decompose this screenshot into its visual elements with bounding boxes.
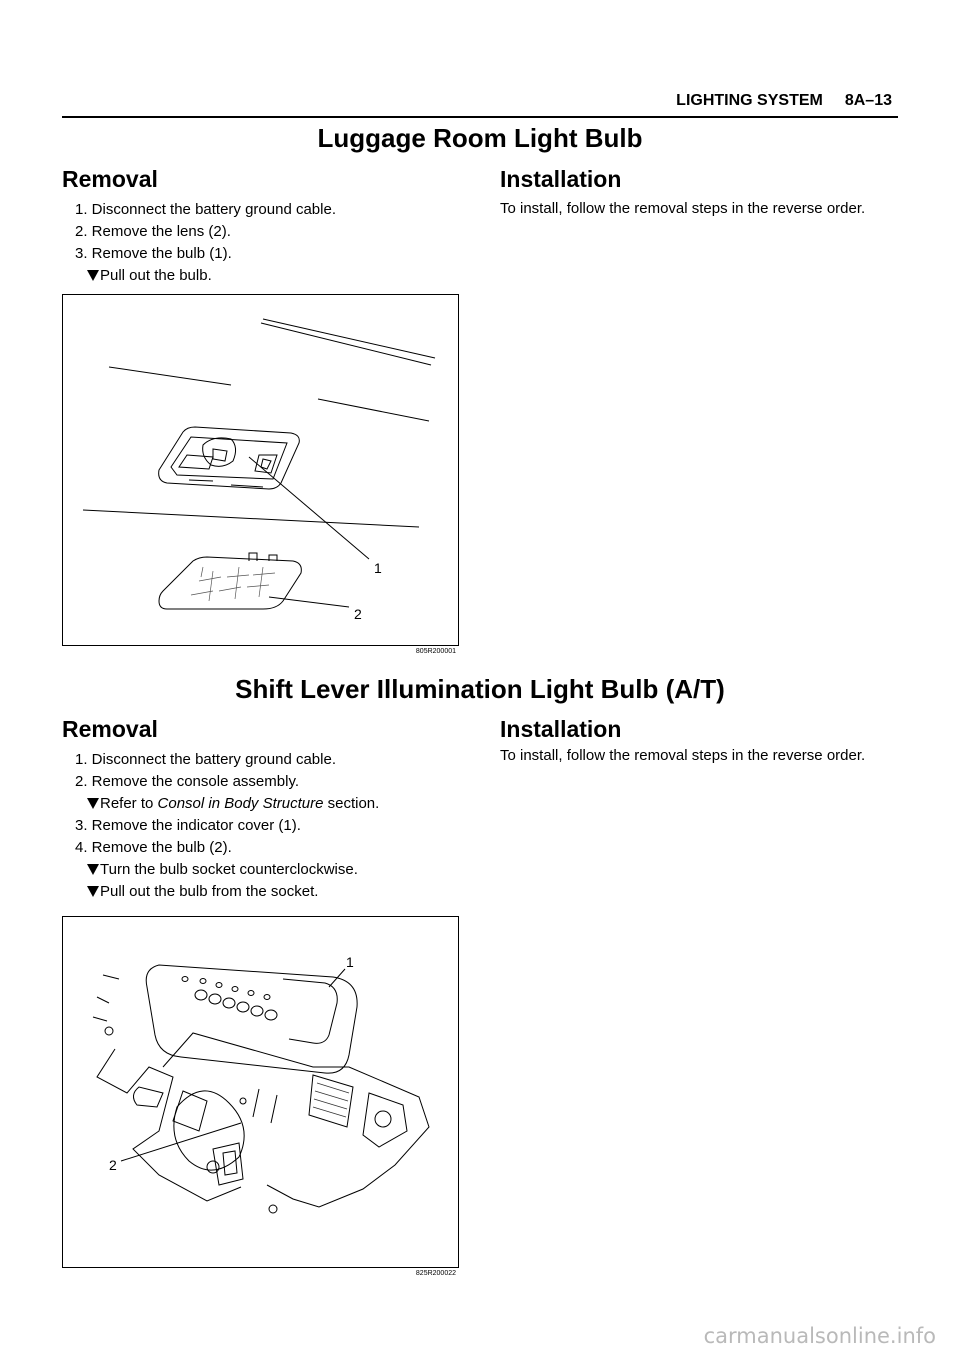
watermark: carmanualsonline.info <box>703 1324 936 1348</box>
shift-step-2-sub-reference: Consol in Body Structure <box>157 795 324 812</box>
header-section: LIGHTING SYSTEM <box>676 92 823 109</box>
shift-installation-heading: Installation <box>500 716 622 742</box>
luggage-removal-heading: Removal <box>62 166 158 192</box>
figure-code: 825R200022 <box>415 1270 456 1277</box>
luggage-substep <box>75 265 336 287</box>
luggage-step-1: 1. Disconnect the battery ground cable. <box>75 201 336 218</box>
luggage-removal-steps <box>75 199 336 287</box>
bullet-triangle-icon <box>87 798 99 809</box>
shift-step-3: 3. Remove the indicator cover (1). <box>75 817 301 834</box>
shift-lever-figure <box>62 916 459 1277</box>
callout-2: 2 <box>109 1157 117 1173</box>
shift-step-1: 1. Disconnect the battery ground cable. <box>75 751 336 768</box>
luggage-substep-text: Pull out the bulb. <box>100 267 212 284</box>
shift-step-2: 2. Remove the console assembly. <box>75 773 299 790</box>
shift-removal-steps <box>75 749 379 903</box>
callout-1: 1 <box>374 560 382 576</box>
callout-1: 1 <box>346 954 354 970</box>
bullet-triangle-icon <box>87 886 99 897</box>
shift-step-4-sub-1-text: Turn the bulb socket counterclockwise. <box>100 861 358 878</box>
luggage-light-illustration <box>63 295 458 645</box>
luggage-step-2: 2. Remove the lens (2). <box>75 223 231 240</box>
header-page-number: 8A–13 <box>844 92 892 109</box>
bullet-triangle-icon <box>87 270 99 281</box>
shift-lever-illustration <box>63 917 458 1267</box>
shift-step-4-sub-2-text: Pull out the bulb from the socket. <box>100 883 319 900</box>
luggage-section-title: Luggage Room Light Bulb <box>317 123 643 153</box>
luggage-installation-text: To install, follow the removal steps in the reverse order. <box>500 200 866 217</box>
page-header <box>62 88 898 118</box>
shift-step-4-substep-2 <box>75 881 379 903</box>
luggage-installation-heading: Installation <box>500 166 622 192</box>
figure-code: 805R200001 <box>415 648 456 655</box>
shift-step-2-sub-prefix: Refer to <box>100 795 158 812</box>
header-text <box>654 92 892 110</box>
shift-step-4: 4. Remove the bulb (2). <box>75 839 232 856</box>
shift-installation-text: To install, follow the removal steps in the reverse order. <box>500 747 866 764</box>
shift-section-title: Shift Lever Illumination Light Bulb (A/T) <box>235 674 725 704</box>
shift-step-4-substep-1 <box>75 859 379 881</box>
shift-removal-heading: Removal <box>62 716 158 742</box>
luggage-light-figure <box>62 294 459 655</box>
shift-step-2-sub-suffix: section. <box>323 795 380 812</box>
shift-step-2-substep <box>75 793 379 815</box>
bullet-triangle-icon <box>87 864 99 875</box>
luggage-step-3: 3. Remove the bulb (1). <box>75 245 232 262</box>
callout-2: 2 <box>354 606 362 622</box>
